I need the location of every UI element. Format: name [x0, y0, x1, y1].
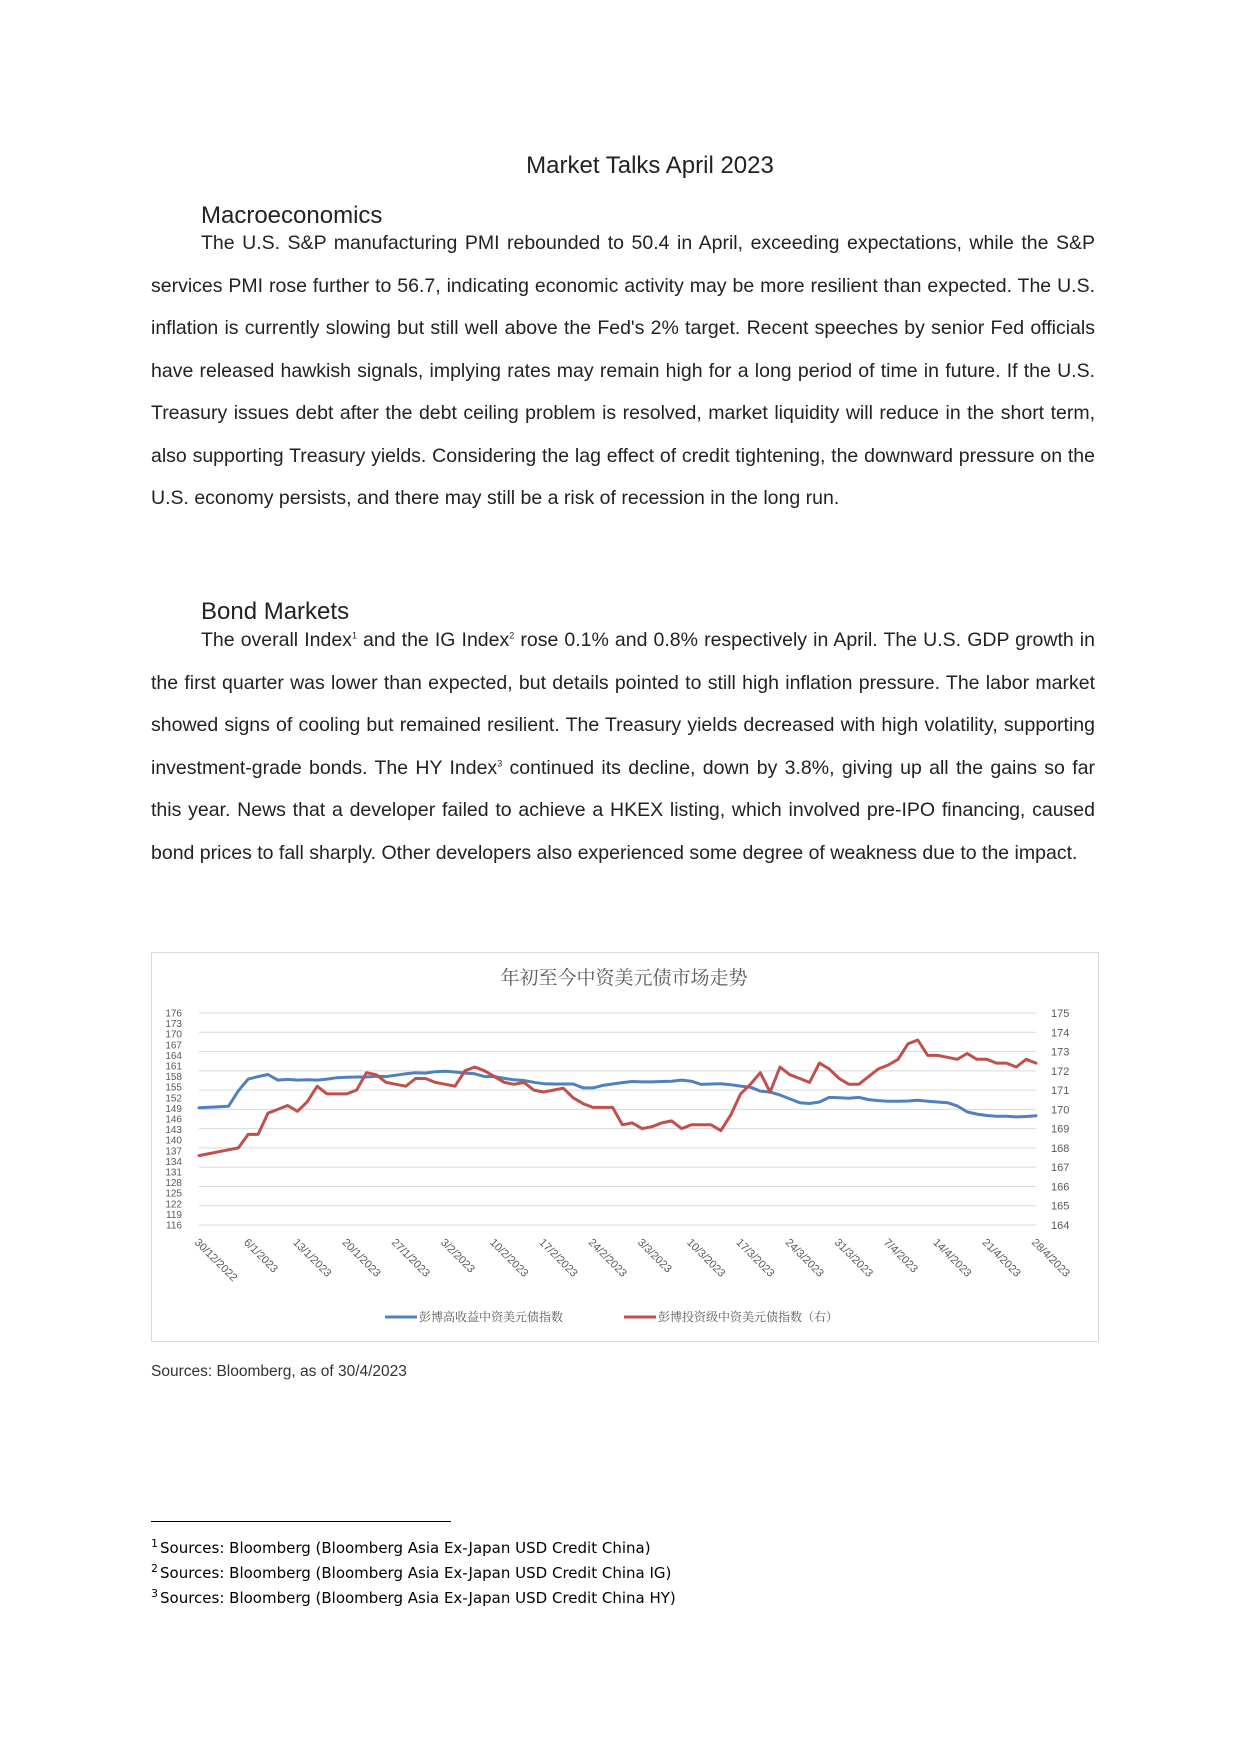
y-right-tick-label: 167	[1051, 1162, 1070, 1175]
y-left-tick-label: 128	[165, 1178, 182, 1190]
x-tick-label: 31/3/2023	[831, 1236, 876, 1280]
hy-index-line	[199, 1071, 1036, 1117]
x-tick-label: 17/3/2023	[733, 1236, 777, 1280]
x-tick-label: 3/3/2023	[634, 1236, 674, 1276]
x-tick-label: 10/3/2023	[684, 1236, 728, 1280]
x-tick-label: 20/1/2023	[339, 1236, 383, 1280]
y-left-tick-label: 119	[166, 1209, 182, 1221]
y-left-tick-label: 116	[166, 1220, 182, 1232]
chart-source-note: Sources: Bloomberg, as of 30/4/2023	[151, 1363, 407, 1380]
footnote-ref-2[interactable]: 2	[509, 630, 515, 641]
y-right-tick-label: 165	[1051, 1200, 1070, 1213]
x-tick-label: 6/1/2023	[241, 1236, 280, 1276]
x-tick-label: 13/1/2023	[290, 1236, 334, 1280]
bond-markets-paragraph	[151, 619, 1095, 874]
y-left-tick-label: 146	[165, 1114, 182, 1126]
footnote-number: 2	[151, 1562, 158, 1575]
y-left-tick-label: 125	[165, 1188, 182, 1200]
x-tick-label: 21/4/2023	[979, 1236, 1023, 1280]
footnote-ref-1[interactable]: 1	[351, 630, 357, 641]
x-tick-label: 30/12/2022	[191, 1236, 240, 1285]
y-right-tick-label: 175	[1051, 1008, 1070, 1020]
section-heading-bond-markets: Bond Markets	[201, 598, 350, 625]
y-left-tick-label: 152	[165, 1093, 182, 1105]
y-left-tick-label: 137	[165, 1146, 182, 1158]
x-tick-label: 27/1/2023	[388, 1236, 432, 1280]
footnote-2	[151, 1561, 676, 1586]
footnote-number: 3	[151, 1587, 158, 1600]
x-tick-label: 14/4/2023	[930, 1236, 974, 1280]
y-left-tick-label: 149	[165, 1103, 182, 1115]
y-left-tick-label: 140	[165, 1135, 182, 1147]
chart-svg	[152, 953, 1097, 1340]
section-heading-macroeconomics: Macroeconomics	[201, 202, 383, 229]
legend-label-hy: 彭博高收益中资美元债指数	[419, 1310, 564, 1324]
y-right-tick-label: 173	[1051, 1046, 1070, 1059]
y-left-tick-label: 164	[165, 1050, 182, 1062]
x-tick-label: 24/2/2023	[585, 1236, 629, 1280]
x-tick-label: 17/2/2023	[536, 1236, 580, 1280]
x-tick-label: 28/4/2023	[1028, 1236, 1072, 1280]
bond-text-4: continued its decline, down by 3.8%, giving up all the gains so far this year. News that a developer failed to achieve a HKEX listing, which involved pre-IPO financing, caused bond prices to fall sharply. Other developers also experienced some degree of weakness due to the impact.	[151, 756, 1095, 864]
footnote-text: Sources: Bloomberg (Bloomberg Asia Ex-Japan USD Credit China)	[160, 1539, 651, 1557]
y-right-tick-label: 169	[1051, 1123, 1070, 1136]
x-tick-label: 10/2/2023	[487, 1236, 531, 1280]
y-left-tick-label: 143	[165, 1125, 182, 1137]
x-tick-label: 7/4/2023	[881, 1236, 920, 1276]
y-left-tick-label: 155	[165, 1082, 182, 1094]
footnote-divider	[151, 1521, 451, 1522]
y-left-tick-label: 167	[165, 1040, 182, 1052]
bond-market-chart	[151, 952, 1099, 1342]
y-right-tick-label: 164	[1051, 1220, 1070, 1232]
bond-text-2: and the IG Index	[356, 629, 510, 651]
footnote-text: Sources: Bloomberg (Bloomberg Asia Ex-Japan USD Credit China IG)	[160, 1564, 672, 1582]
macroeconomics-paragraph	[151, 222, 1095, 520]
legend-label-ig: 彭博投资级中资美元债指数（右）	[658, 1310, 839, 1324]
y-left-tick-label: 134	[165, 1156, 182, 1168]
y-left-tick-label: 170	[165, 1029, 182, 1041]
footnote-3	[151, 1586, 676, 1611]
footnote-ref-3[interactable]: 3	[497, 758, 503, 768]
bond-text-3: rose 0.1% and 0.8% respectively in April. The U.S. GDP growth in the first quarter was lower than expected, but details pointed to still high inflation pressure. The labor market showed signs of cooling but remained resilient. The Treasury yields decreased with high volatility, supporting investment-grade bonds. The HY Index	[151, 629, 1095, 779]
y-left-tick-label: 176	[165, 1008, 182, 1020]
x-tick-label: 24/3/2023	[782, 1236, 826, 1280]
y-right-tick-label: 172	[1051, 1065, 1070, 1078]
document-title: Market Talks April 2023	[526, 152, 774, 179]
y-left-tick-label: 173	[165, 1019, 182, 1031]
x-tick-label: 3/2/2023	[438, 1236, 477, 1276]
y-left-tick-label: 161	[165, 1061, 182, 1073]
y-right-tick-label: 168	[1051, 1142, 1070, 1155]
chart-title: 年初至今中资美元债市场走势	[500, 967, 748, 989]
y-right-tick-label: 170	[1051, 1104, 1070, 1117]
footnote-text: Sources: Bloomberg (Bloomberg Asia Ex-Japan USD Credit China HY)	[160, 1589, 676, 1607]
y-left-tick-label: 158	[165, 1072, 182, 1084]
ig-index-line	[199, 1040, 1036, 1156]
y-right-tick-label: 171	[1051, 1085, 1070, 1098]
y-right-tick-label: 166	[1051, 1181, 1070, 1194]
footnote-1	[151, 1536, 676, 1561]
y-left-tick-label: 131	[165, 1167, 182, 1179]
footnotes	[151, 1536, 676, 1611]
y-left-tick-label: 122	[165, 1199, 182, 1211]
footnote-number: 1	[151, 1537, 158, 1550]
bond-text-1: The overall Index	[201, 629, 352, 651]
macroeconomics-text: The U.S. S&P manufacturing PMI rebounded to 50.4 in April, exceeding expectations, while the S&P services PMI rose further to 56.7, indicating economic activity may be more resilient than expected. The U.S. inflation is currently slowing but still well above the Fed's 2% target. Recent speeches by senior Fed officials have released hawkish signals, implying rates may remain high for a long period of time in future. If the U.S. Treasury issues debt after the debt ceiling problem is resolved, market liquidity will reduce in the short term, also supporting Treasury yields. Considering the lag effect of credit tightening, the downward pressure on the U.S. economy persists, and there may still be a risk of recession in the long run.	[151, 232, 1095, 509]
y-right-tick-label: 174	[1051, 1027, 1070, 1040]
